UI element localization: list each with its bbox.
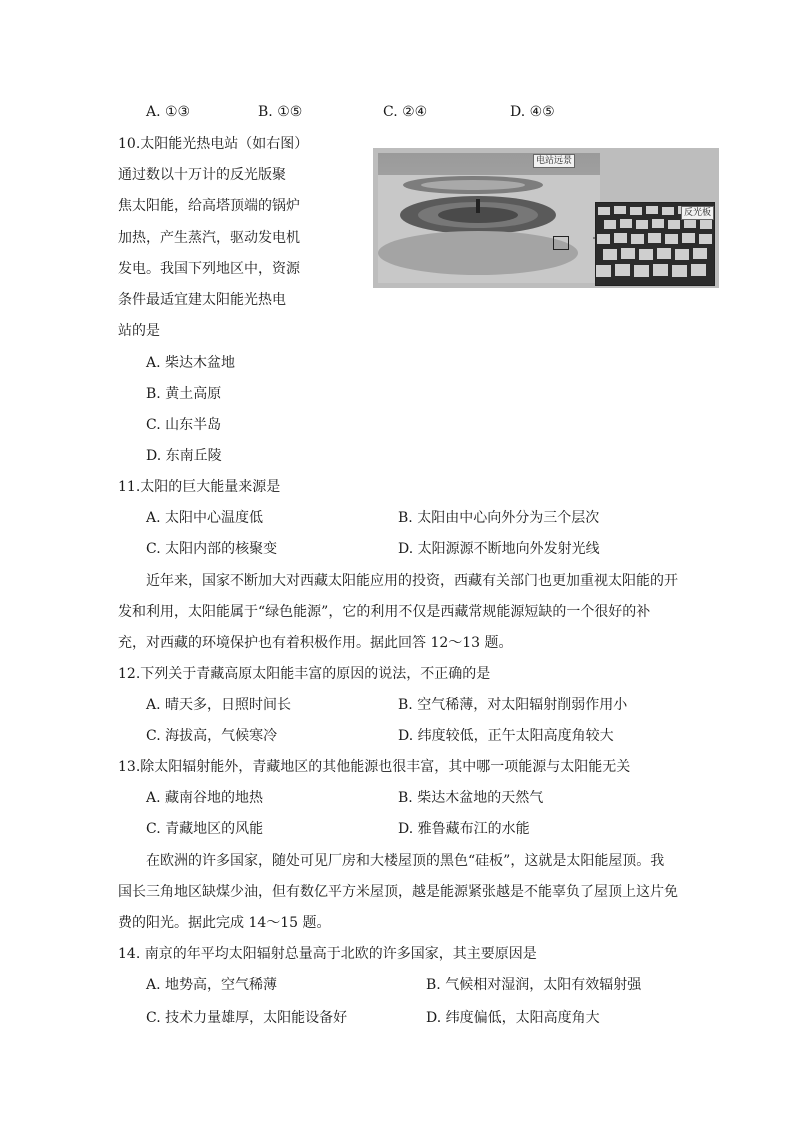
q10-option-d: D. 东南丘陵 xyxy=(146,448,222,464)
q10-stem-line-7: 站的是 xyxy=(118,323,160,339)
q10-stem-line-5: 发电。我国下列地区中，资源 xyxy=(118,261,300,277)
q10-stem-line-3: 焦太阳能，给高塔顶端的锅炉 xyxy=(118,198,300,214)
q13-option-c: C. 青藏地区的风能 xyxy=(146,821,264,837)
q11-option-a: A. 太阳中心温度低 xyxy=(146,510,264,526)
q11-option-c: C. 太阳内部的核聚变 xyxy=(146,541,278,557)
q9-option-a: A. ①③ xyxy=(146,104,191,120)
q13-option-d: D. 雅鲁藏布江的水能 xyxy=(398,821,530,837)
q11-option-d: D. 太阳源源不断地向外发射光线 xyxy=(398,541,600,557)
q14-stem: 14. 南京的年平均太阳辐射总量高于北欧的许多国家，其主要原因是 xyxy=(118,946,537,962)
passage-solar-roofs: 在欧洲的许多国家，随处可见厂房和大楼屋顶的黑色“硅板”，这就是太阳能屋顶。我国长三角地区缺煤少油，但有数亿平方米屋顶，越是能源紧张越是不能辜负了屋顶上这片免费的阳光。据此完成 14～15 题。 xyxy=(118,853,678,931)
q10-stem-line-4: 加热，产生蒸汽，驱动发电机 xyxy=(118,230,300,246)
q11-option-b: B. 太阳由中心向外分为三个层次 xyxy=(398,510,600,526)
solar-thermal-plant-figure xyxy=(373,148,719,288)
q10-stem-line-1: 10.太阳能光热电站（如右图） xyxy=(118,136,309,152)
q14-option-b: B. 气候相对湿润，太阳有效辐射强 xyxy=(426,977,642,993)
q12-option-b: B. 空气稀薄，对太阳辐射削弱作用小 xyxy=(398,697,628,713)
q13-option-a: A. 藏南谷地的地热 xyxy=(146,790,264,806)
q14-option-d: D. 纬度偏低，太阳高度角大 xyxy=(426,1010,600,1026)
q14-option-c: C. 技术力量雄厚，太阳能设备好 xyxy=(146,1010,348,1026)
q10-stem-line-6: 条件最适宜建太阳能光热电 xyxy=(118,292,286,308)
q10-stem-line-2: 通过数以十万计的反光版聚 xyxy=(118,167,286,183)
q9-option-b: B. ①⑤ xyxy=(258,104,303,120)
q9-option-d: D. ④⑤ xyxy=(510,104,555,120)
q10-option-a: A. 柴达木盆地 xyxy=(146,355,236,371)
q12-option-c: C. 海拔高，气候寒冷 xyxy=(146,728,278,744)
q10-option-b: B. 黄土高原 xyxy=(146,386,222,402)
q12-option-d: D. 纬度较低，正午太阳高度角较大 xyxy=(398,728,614,744)
zoom-marker-box xyxy=(553,236,569,250)
plant-overview-image xyxy=(378,153,600,283)
q13-option-b: B. 柴达木盆地的天然气 xyxy=(398,790,544,806)
q12-stem: 12.下列关于青藏高原太阳能丰富的原因的说法，不正确的是 xyxy=(118,666,491,682)
q11-stem: 11.太阳的巨大能量来源是 xyxy=(118,479,281,495)
q12-option-a: A. 晴天多，日照时间长 xyxy=(146,697,292,713)
q9-option-c: C. ②④ xyxy=(383,104,428,120)
q13-stem: 13.除太阳辐射能外，青藏地区的其他能源也很丰富，其中哪一项能源与太阳能无关 xyxy=(118,759,631,775)
q14-option-a: A. 地势高，空气稀薄 xyxy=(146,977,278,993)
passage-tibet-solar: 近年来，国家不断加大对西藏太阳能应用的投资，西藏有关部门也更加重视太阳能的开发和利用，太阳能属于“绿色能源”，它的利用不仅是西藏常规能源短缺的一个很好的补充，对西藏的环境保护也有着积极作用。据此回答 12～13 题。 xyxy=(118,573,678,651)
figure-label-reflector: 反光板 xyxy=(681,206,714,220)
q10-option-c: C. 山东半岛 xyxy=(146,417,222,433)
figure-label-overview: 电站远景 xyxy=(533,154,575,168)
